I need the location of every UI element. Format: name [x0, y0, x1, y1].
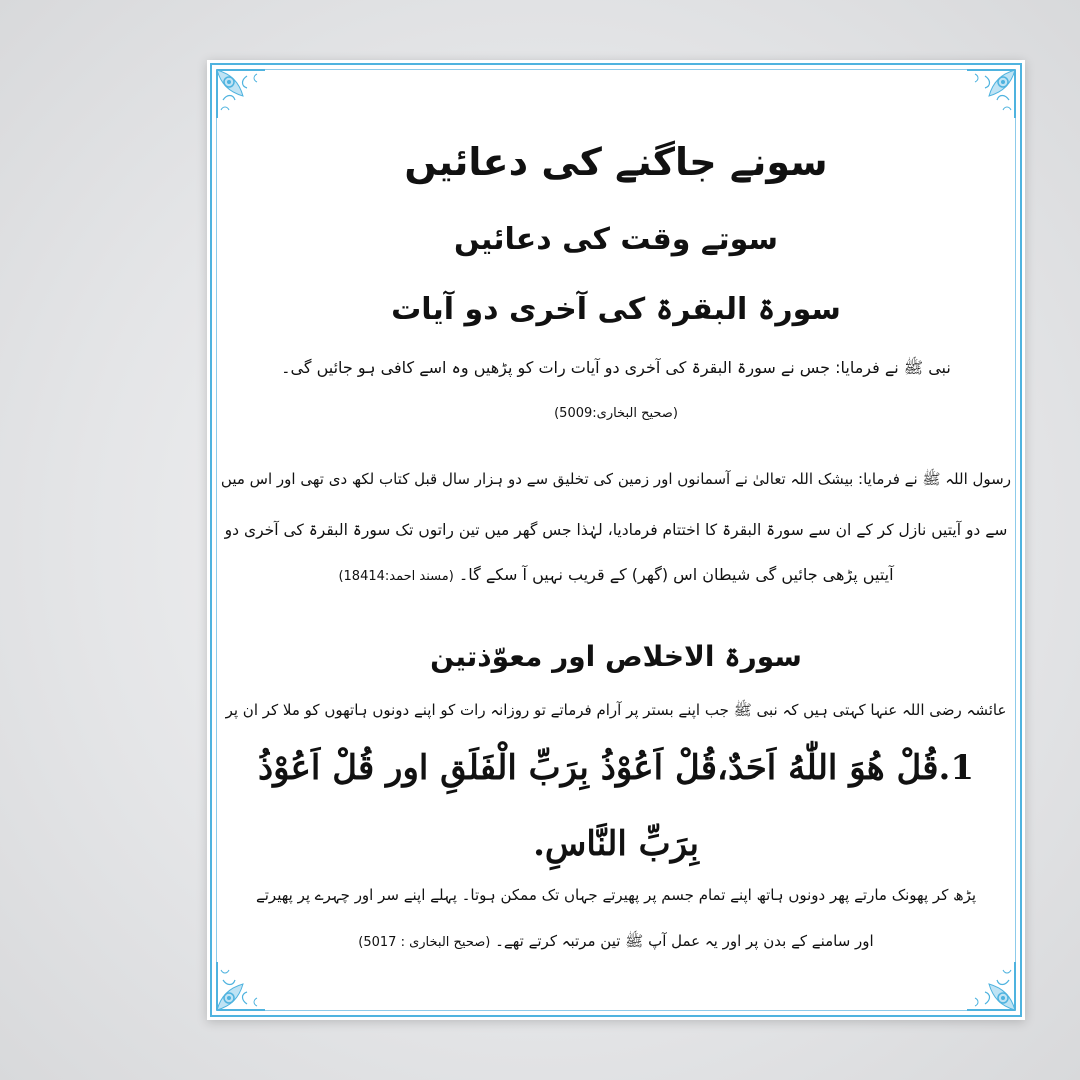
hadith-reference: (مسند احمد:18414)	[338, 569, 454, 584]
hadith-text: پڑھ کر پھونک مارتے پھر دونوں ہاتھ اپنے تمام جسم پر پھیرتے جہاں تک ممکن ہوتا۔ پہلے اپنے سر اور چہرے پر پھیرتے	[255, 886, 977, 904]
hadith-text: رسول اللہ ﷺ نے فرمایا: بیشک اللہ تعالیٰ نے آسمانوں اور زمین کی تخلیق سے دو ہزار سال قبل کتاب لکھ دی تھی اور اس میں	[220, 470, 1011, 488]
quran-verse: 1.قُلْ هُوَ اللّٰهُ اَحَدٌ،قُلْ اَعُوْذُ بِرَبِّ الْفَلَقِ اور قُلْ اَعُوْذُ	[257, 748, 975, 788]
hadith-text-with-reference	[221, 932, 1011, 954]
hadith-text: آیتیں پڑھی جائیں گی شیطان اس (گھر) کے قریب نہیں آ سکے گا۔	[458, 565, 894, 584]
hadith-reference: (صحیح البخاری : 5017)	[358, 935, 491, 950]
page-subtitle: سوتے وقت کی دعائیں	[454, 222, 778, 257]
hadith-text: عائشہ رضی اللہ عنہا کہتی ہیں کہ نبی ﷺ جب اپنے بستر پر آرام فرماتے تو روزانہ رات کو اپنے دونوں ہاتھوں کو ملا کر ان پر	[225, 701, 1007, 719]
hadith-reference: (صحیح البخاری:5009)	[554, 406, 678, 421]
hadith-text-with-reference	[221, 565, 1011, 584]
document-page	[207, 60, 1025, 1020]
hadith-text: سے دو آیتیں نازل کر کے ان سے سورۃ البقرۃ کا اختتام فرمادیا، لہٰذا جس گھر میں تین راتوں تک سورۃ البقرۃ کی آخری دو	[224, 521, 1008, 539]
hadith-text: اور سامنے کے بدن پر اور یہ عمل آپ ﷺ تین مرتبہ کرتے تھے۔	[495, 932, 874, 950]
section-heading-ikhlas: سورۃ الاخلاص اور معوّذتین	[430, 640, 802, 673]
document-content	[207, 60, 1025, 1020]
quran-verse: بِرَبِّ النَّاسِ.	[533, 824, 699, 864]
section-heading-baqarah: سورۃ البقرۃ کی آخری دو آیات	[391, 292, 841, 327]
hadith-text: نبی ﷺ نے فرمایا: جس نے سورۃ البقرۃ کی آخری دو آیات رات کو پڑھیں وہ اسے کافی ہو جائیں گی۔	[281, 358, 951, 377]
page-title: سونے جاگنے کی دعائیں	[404, 140, 828, 184]
